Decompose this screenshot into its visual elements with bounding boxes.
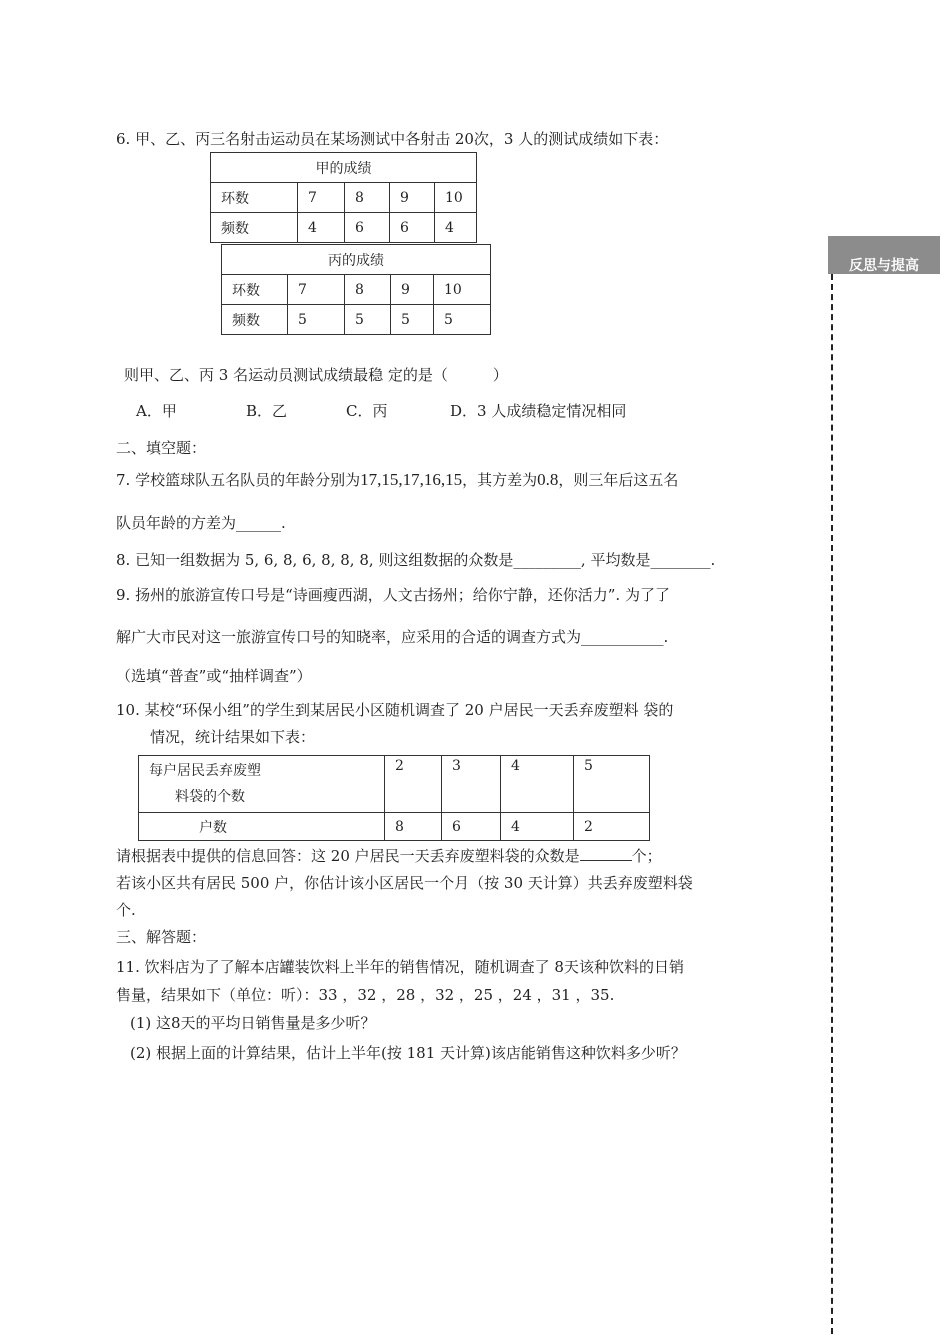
q6-option-c: C．丙 — [346, 402, 388, 420]
table-cell: 频数 — [211, 213, 298, 243]
table-jia — [210, 152, 477, 243]
q6-option-a: A．甲 — [136, 402, 177, 420]
sidebar-dashed-divider — [831, 274, 833, 1334]
table-cell: 4 — [501, 756, 574, 813]
table-cell: 5 — [345, 305, 391, 335]
table-cell: 4 — [435, 213, 477, 243]
q6-option-b: B．乙 — [246, 402, 288, 420]
q10-line1: 10. 某校“环保小组”的学生到某居民小区随机调查了 20 户居民一天丢弃废塑料 袋的 — [116, 701, 674, 719]
table-cell: 2 — [574, 813, 650, 841]
table-cell: 6 — [442, 813, 501, 841]
table-jia-caption: 甲的成绩 — [211, 153, 477, 183]
q10-table — [138, 755, 650, 841]
q10-answer-end: 个； — [631, 847, 662, 865]
sidebar-header: 反思与提高 — [828, 236, 940, 274]
table-cell: 环数 — [222, 275, 288, 305]
q10-line2: 情况，统计结果如下表： — [150, 728, 316, 746]
q10-header-line1: 每户居民丢弃废塑 — [149, 763, 261, 779]
table-cell: 2 — [385, 756, 442, 813]
table-cell: 3 — [442, 756, 501, 813]
table-cell: 8 — [345, 183, 390, 213]
q6-question: 则甲、乙、丙 3 名运动员测试成绩最稳 定的是（ ） — [124, 366, 508, 384]
q9-line3: （选填“普查”或“抽样调查”） — [116, 667, 312, 685]
table-cell: 4 — [298, 213, 345, 243]
q10-answer-line1 — [116, 845, 662, 866]
table-bing-caption: 丙的成绩 — [222, 245, 491, 275]
q10-households-label: 户数 — [139, 813, 385, 841]
table-cell: 8 — [385, 813, 442, 841]
q10-table-header — [139, 756, 385, 813]
section-2-title: 二、填空题： — [116, 439, 207, 457]
q10-answer-text: 请根据表中提供的信息回答：这 20 户居民一天丢弃废塑料袋的众数是 — [116, 847, 580, 865]
q6-option-d: D．3 人成绩稳定情况相同 — [450, 402, 627, 420]
q11-line1: 11. 饮料店为了了解本店罐装饮料上半年的销售情况，随机调查了 8天该种饮料的日销 — [116, 958, 684, 976]
q10-answer-line2: 若该小区共有居民 500 户，你估计该小区居民一个月（按 30 天计算）共丢弃废塑料袋 — [116, 874, 693, 892]
table-cell: 5 — [288, 305, 345, 335]
table-cell: 10 — [434, 275, 491, 305]
table-cell: 4 — [501, 813, 574, 841]
q7-text-b: ，其方差为 — [462, 471, 538, 489]
table-cell: 9 — [390, 183, 435, 213]
table-cell: 5 — [434, 305, 491, 335]
q10-header-line2: 料袋的个数 — [175, 789, 245, 805]
table-cell: 5 — [391, 305, 434, 335]
q7-text-a: 7. 学校篮球队五名队员的年龄分别为 — [116, 471, 361, 489]
q11-line2: 售量，结果如下（单位：听）：33 ，32 ，28 ，32 ，25 ，24 ，31 ，35. — [116, 986, 615, 1004]
table-cell: 6 — [390, 213, 435, 243]
answer-blank — [580, 846, 632, 861]
q11-sub1: (1) 这8天的平均日销售量是多少听？ — [130, 1014, 376, 1032]
table-cell: 频数 — [222, 305, 288, 335]
table-cell: 7 — [288, 275, 345, 305]
q9-line1: 9. 扬州的旅游宣传口号是“诗画瘦西湖，人文古扬州；给你宁静，还你活力”. 为了了 — [116, 586, 670, 604]
table-cell: 10 — [435, 183, 477, 213]
table-cell: 环数 — [211, 183, 298, 213]
table-cell: 9 — [391, 275, 434, 305]
table-cell: 5 — [574, 756, 650, 813]
section-3-title: 三、解答题： — [116, 928, 207, 946]
q7-ages: 17,15,17,16,15 — [360, 470, 463, 489]
table-cell: 7 — [298, 183, 345, 213]
table-bing — [221, 244, 491, 335]
q7-text-c: ，则三年后这五名 — [558, 471, 679, 489]
q6-stem: 6. 甲、乙、丙三名射击运动员在某场测试中各射击 20次，3 人的测试成绩如下表： — [116, 130, 669, 148]
q9-line2: 解广大市民对这一旅游宣传口号的知晓率，应采用的合适的调查方式为___________. — [116, 628, 669, 646]
q11-sub2: (2) 根据上面的计算结果，估计上半年(按 181 天计算)该店能销售这种饮料多少听？ — [130, 1044, 686, 1062]
table-cell: 8 — [345, 275, 391, 305]
q7-line2: 队员年龄的方差为______. — [116, 514, 286, 532]
q10-answer-line3: 个. — [116, 901, 136, 919]
q7-line1 — [116, 469, 678, 490]
table-cell: 6 — [345, 213, 390, 243]
q8-text: 8. 已知一组数据为 5, 6, 8, 6, 8, 8, 8, 则这组数据的众数是_________, 平均数是________. — [116, 551, 716, 569]
q7-variance: 0.8 — [537, 470, 559, 489]
